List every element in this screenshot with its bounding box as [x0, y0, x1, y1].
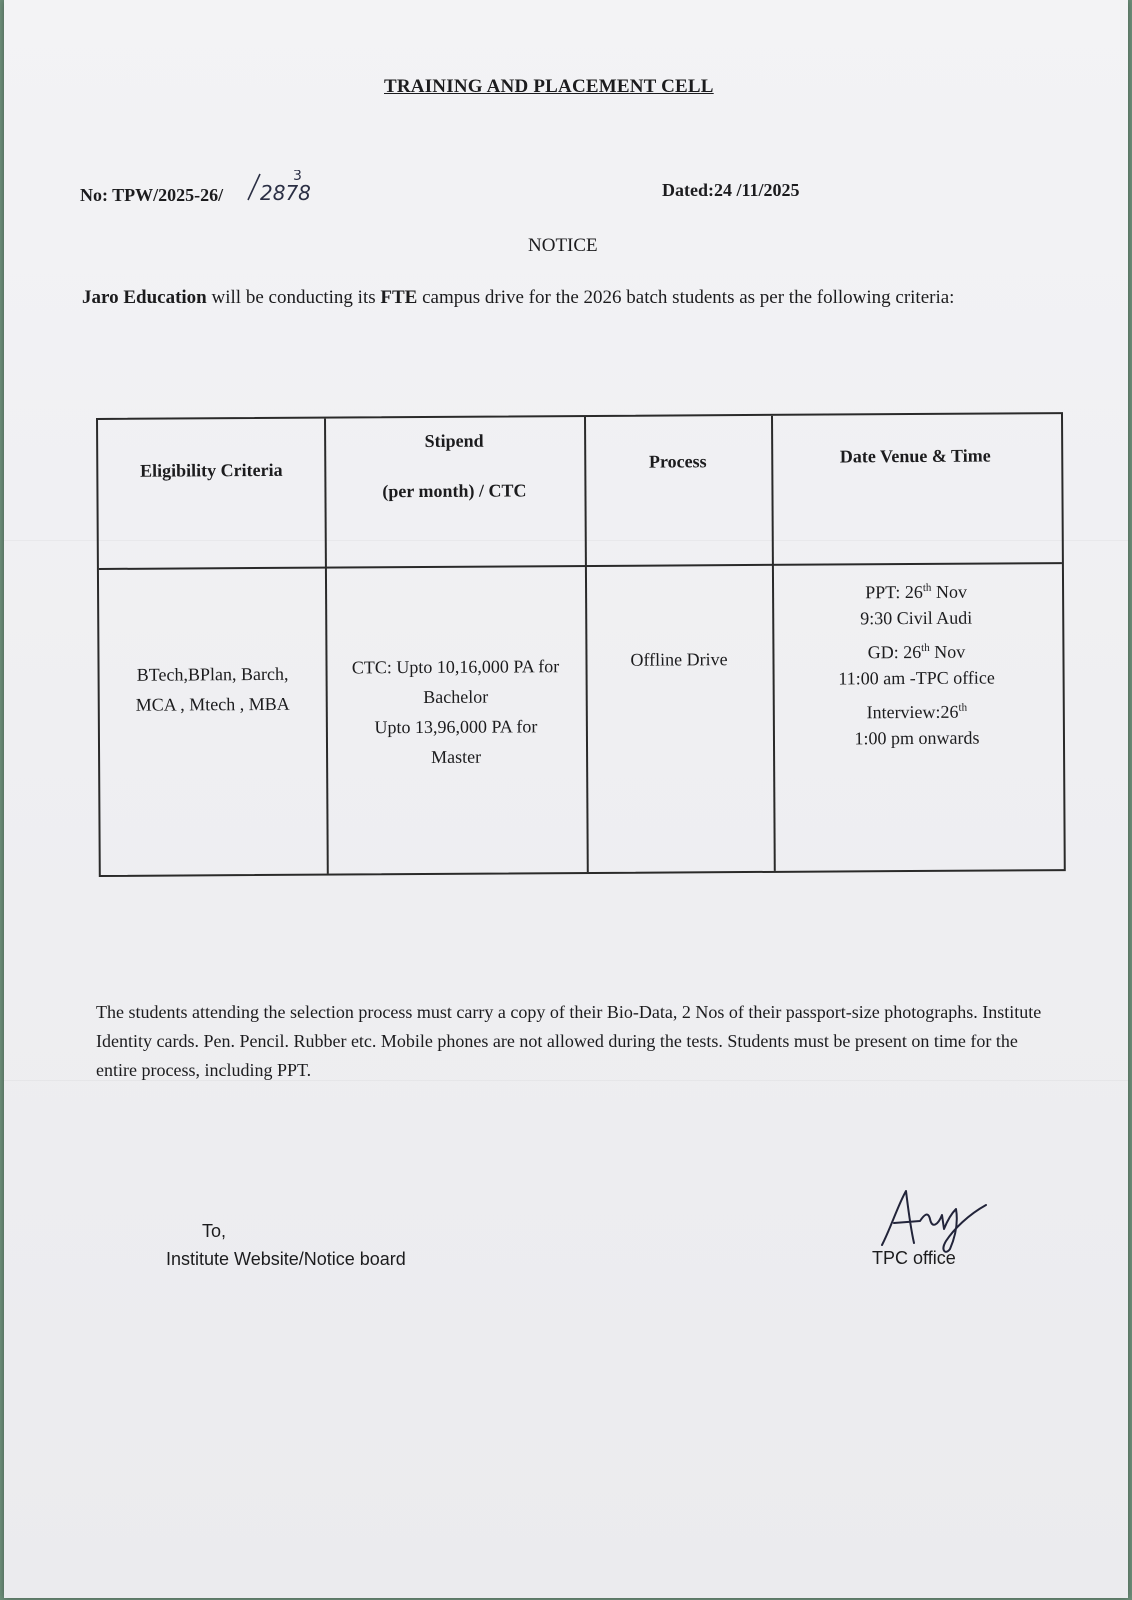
- signatory-label: TPC office: [872, 1248, 956, 1268]
- schedule-interview-time: 1:00 pm onwards: [854, 727, 980, 749]
- header-stipend-sub: (per month) / CTC: [382, 480, 527, 502]
- reference-number-label: No: TPW/2025-26/: [80, 185, 224, 205]
- ctc-line-1: CTC: Upto 10,16,000 PA for: [351, 656, 560, 678]
- ctc-line-4: Master: [431, 746, 482, 767]
- schedule-interview: Interview:26th: [866, 701, 968, 723]
- schedule-ppt: PPT: 26th Nov: [865, 581, 967, 603]
- notice-paper: [4, 0, 1128, 1598]
- intro-text-1: will be conducting its: [206, 287, 381, 308]
- header-stipend: Stipend: [424, 430, 484, 451]
- schedule-gd: GD: 26th Nov: [867, 641, 966, 663]
- schedule-gd-time: 11:00 am -TPC office: [838, 667, 995, 689]
- to-label: To,: [202, 1221, 227, 1241]
- eligibility-line-2: MCA , Mtech , MBA: [135, 693, 290, 715]
- page-title: TRAINING AND PLACEMENT CELL: [384, 76, 714, 97]
- process-value: Offline Drive: [630, 649, 728, 670]
- notice-intro: [82, 282, 1022, 314]
- drive-type: FTE: [380, 287, 418, 308]
- handwritten-reference-number: [246, 170, 356, 210]
- ref-handwritten-digits: 2878: [260, 181, 311, 205]
- header-eligibility: Eligibility Criteria: [140, 459, 283, 481]
- ctc-line-3: Upto 13,96,000 PA for: [374, 716, 538, 738]
- ctc-line-2: Bachelor: [423, 686, 489, 708]
- header-process: Process: [648, 451, 707, 472]
- header-date-venue: Date Venue & Time: [839, 445, 991, 467]
- notice-date: Dated:24 /11/2025: [662, 180, 800, 200]
- criteria-table: [96, 412, 1066, 877]
- notice-heading: NOTICE: [528, 235, 598, 256]
- company-name: Jaro Education: [82, 287, 207, 308]
- instructions-paragraph: The students attending the selection process must carry a copy of their Bio-Data, 2 Nos of their passport-size photographs. Institute Identity cards. Pen. Pencil. Rubber etc. Mobile phones are not allowed during the tests. Students must be present on time for the entire process, including PPT.: [96, 1002, 1042, 1080]
- intro-text-2: campus drive for the 2026 batch students as per the following criteria:: [417, 287, 955, 308]
- recipient: Institute Website/Notice board: [166, 1249, 406, 1269]
- ref-correction-digit: 3: [293, 170, 302, 184]
- eligibility-line-1: BTech,BPlan, Barch,: [136, 663, 289, 685]
- schedule-ppt-time: 9:30 Civil Audi: [860, 607, 973, 629]
